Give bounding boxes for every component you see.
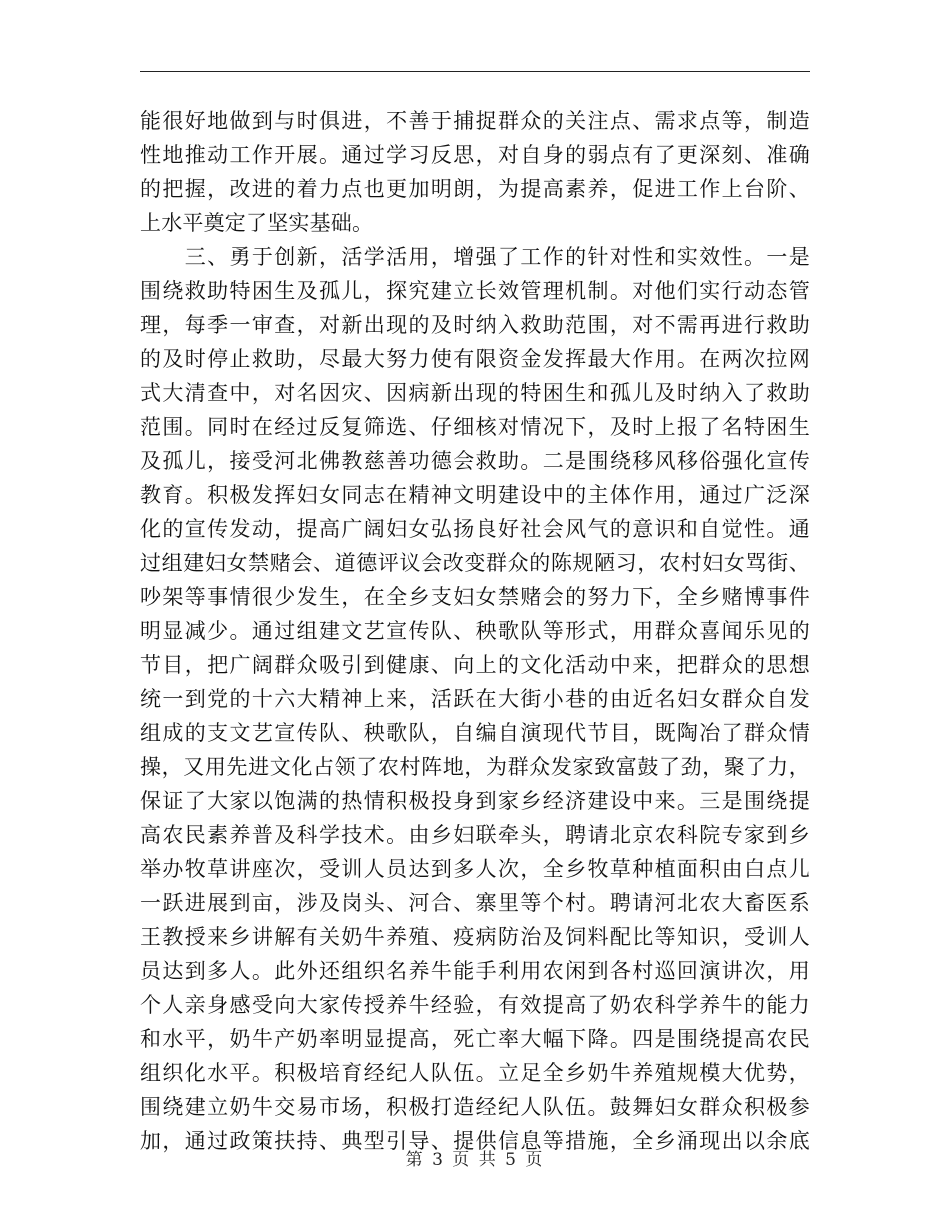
text-line: 三、勇于创新，活学活用，增强了工作的针对性和实效性。一是 (140, 245, 810, 269)
page-footer: 第 3 页 共 5 页 (405, 1150, 545, 1170)
text-line: 王教授来乡讲解有关奶牛养殖、疫病防治及饲料配比等知识，受训人 (140, 925, 810, 949)
text-line: 过组建妇女禁赌会、道德评议会改变群众的陈规陋习，农村妇女骂街、 (140, 551, 810, 575)
text-line: 统一到党的十六大精神上来，活跃在大街小巷的由近名妇女群众自发 (140, 687, 810, 711)
text-line: 的把握，改进的着力点也更加明朗，为提高素养，促进工作上台阶、 (140, 177, 810, 201)
text-line: 围绕建立奶牛交易市场，积极打造经纪人队伍。鼓舞妇女群众积极参 (140, 1095, 810, 1119)
text-line: 性地推动工作开展。通过学习反思，对自身的弱点有了更深刻、准确 (140, 143, 810, 167)
text-line: 加，通过政策扶持、典型引导、提供信息等措施，全乡涌现出以余底 (140, 1129, 810, 1153)
text-line: 操，又用先进文化占领了农村阵地，为群众发家致富鼓了劲，聚了力， (140, 755, 810, 779)
body-text (140, 104, 810, 1158)
text-line: 能很好地做到与时俱进，不善于捕捉群众的关注点、需求点等，制造 (140, 109, 810, 133)
text-line: 理，每季一审查，对新出现的及时纳入救助范围，对不需再进行救助 (140, 313, 810, 337)
text-line: 吵架等事情很少发生，在全乡支妇女禁赌会的努力下，全乡赌博事件 (140, 585, 810, 609)
text-line: 围绕救助特困生及孤儿，探究建立长效管理机制。对他们实行动态管 (140, 279, 810, 303)
text-line: 举办牧草讲座次，受训人员达到多人次，全乡牧草种植面积由白点儿 (140, 857, 810, 881)
text-line: 式大清查中，对名因灾、因病新出现的特困生和孤儿及时纳入了救助 (140, 381, 810, 405)
header-rule (140, 71, 810, 72)
text-line: 个人亲身感受向大家传授养牛经验，有效提高了奶农科学养牛的能力 (140, 993, 810, 1017)
text-line: 上水平奠定了坚实基础。 (140, 211, 374, 235)
text-line: 范围。同时在经过反复筛选、仔细核对情况下，及时上报了名特困生 (140, 415, 810, 439)
text-line: 员达到多人。此外还组织名养牛能手利用农闲到各村巡回演讲次，用 (140, 959, 810, 983)
text-line: 一跃进展到亩，涉及岗头、河合、寨里等个村。聘请河北农大畜医系 (140, 891, 810, 915)
text-line: 及孤儿，接受河北佛教慈善功德会救助。二是围绕移风移俗强化宣传 (140, 449, 810, 473)
text-line: 节目，把广阔群众吸引到健康、向上的文化活动中来，把群众的思想 (140, 653, 810, 677)
text-line: 教育。积极发挥妇女同志在精神文明建设中的主体作用，通过广泛深 (140, 483, 810, 507)
text-line: 高农民素养普及科学技术。由乡妇联牵头，聘请北京农科院专家到乡 (140, 823, 810, 847)
text-line: 组织化水平。积极培育经纪人队伍。立足全乡奶牛养殖规模大优势， (140, 1061, 810, 1085)
text-line: 化的宣传发动，提高广阔妇女弘扬良好社会风气的意识和自觉性。通 (140, 517, 810, 541)
text-line: 明显减少。通过组建文艺宣传队、秧歌队等形式，用群众喜闻乐见的 (140, 619, 810, 643)
text-line: 保证了大家以饱满的热情积极投身到家乡经济建设中来。三是围绕提 (140, 789, 810, 813)
text-line: 组成的支文艺宣传队、秧歌队，自编自演现代节目，既陶冶了群众情 (140, 721, 810, 745)
text-line: 的及时停止救助，尽最大努力使有限资金发挥最大作用。在两次拉网 (140, 347, 810, 371)
text-line: 和水平，奶牛产奶率明显提高，死亡率大幅下降。四是围绕提高农民 (140, 1027, 810, 1051)
